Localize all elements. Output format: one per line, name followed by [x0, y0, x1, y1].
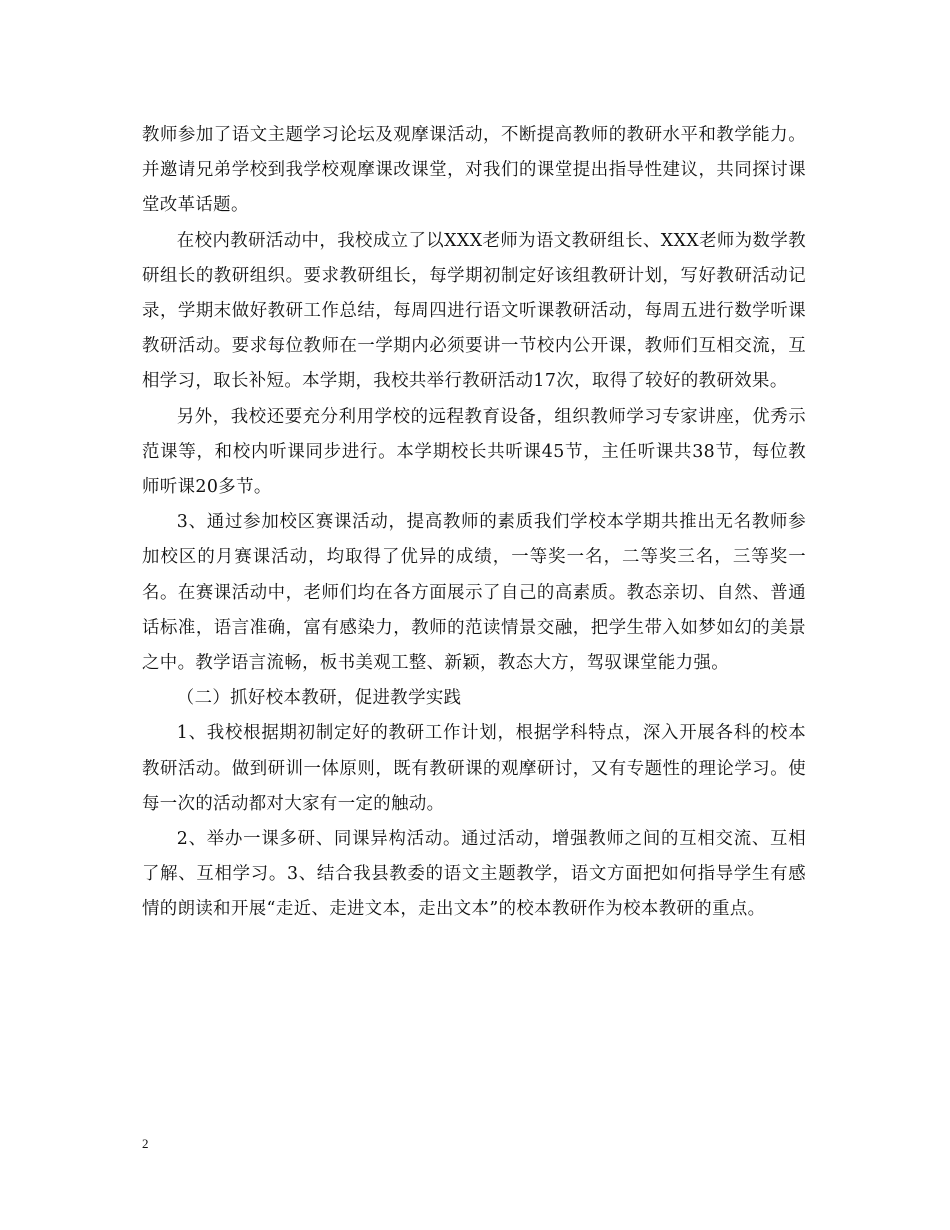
paragraph-remote-education: 另外，我校还要充分利用学校的远程教育设备，组织教师学习专家讲座，优秀示范课等，和校内听课同步进行。本学期校长共听课45节，主任听课共38节，每位教师听课20多节。 [142, 406, 806, 498]
page-number: 2 [142, 1136, 149, 1151]
paragraph-item-2: 2、举办一课多研、同课异构活动。通过活动，增强教师之间的互相交流、互相了解、互相学习。3、结合我县教委的语文主题教学，语文方面把如何指导学生有感情的朗读和开展“走近、走进文本，走出文本”的校本教研作为校本教研的重点。 [142, 829, 806, 920]
paragraph-item-1: 1、我校根据期初制定好的教研工作计划，根据学科特点，深入开展各科的校本教研活动。做到研训一体原则，既有教研课的观摩研讨，又有专题性的理论学习。使每一次的活动都对大家有一定的触动。 [142, 723, 806, 814]
document-body [142, 118, 806, 928]
paragraph-school-research: 在校内教研活动中，我校成立了以XXX老师为语文教研组长、XXX老师为数学教研组长的教研组织。要求教研组长，每学期初制定好该组教研计划，写好教研活动记录，学期末做好教研工作总结，每周四进行语文听课教研活动，每周五进行数学听课教研活动。要求每位教师在一学期内必须要讲一节校内公开课，教师们互相交流，互相学习，取长补短。本学期，我校共举行教研活动17次，取得了较好的教研效果。 [142, 230, 806, 392]
paragraph-competition: 3、通过参加校区赛课活动，提高教师的素质我们学校本学期共推出无名教师参加校区的月赛课活动，均取得了优异的成绩，一等奖一名，二等奖三名，三等奖一名。在赛课活动中，老师们均在各方面展示了自己的高素质。教态亲切、自然、普通话标准，语言准确，富有感染力，教师的范读情景交融，把学生带入如梦如幻的美景之中。教学语言流畅，板书美观工整、新颖，教态大方，驾驭课堂能力强。 [142, 512, 806, 674]
paragraph-continuation: 教师参加了语文主题学习论坛及观摩课活动，不断提高教师的教研水平和教学能力。并邀请兄弟学校到我学校观摩课改课堂，对我们的课堂提出指导性建议，共同探讨课堂改革话题。 [142, 125, 806, 216]
section-heading: （二）抓好校本教研，促进教学实践 [176, 688, 462, 709]
